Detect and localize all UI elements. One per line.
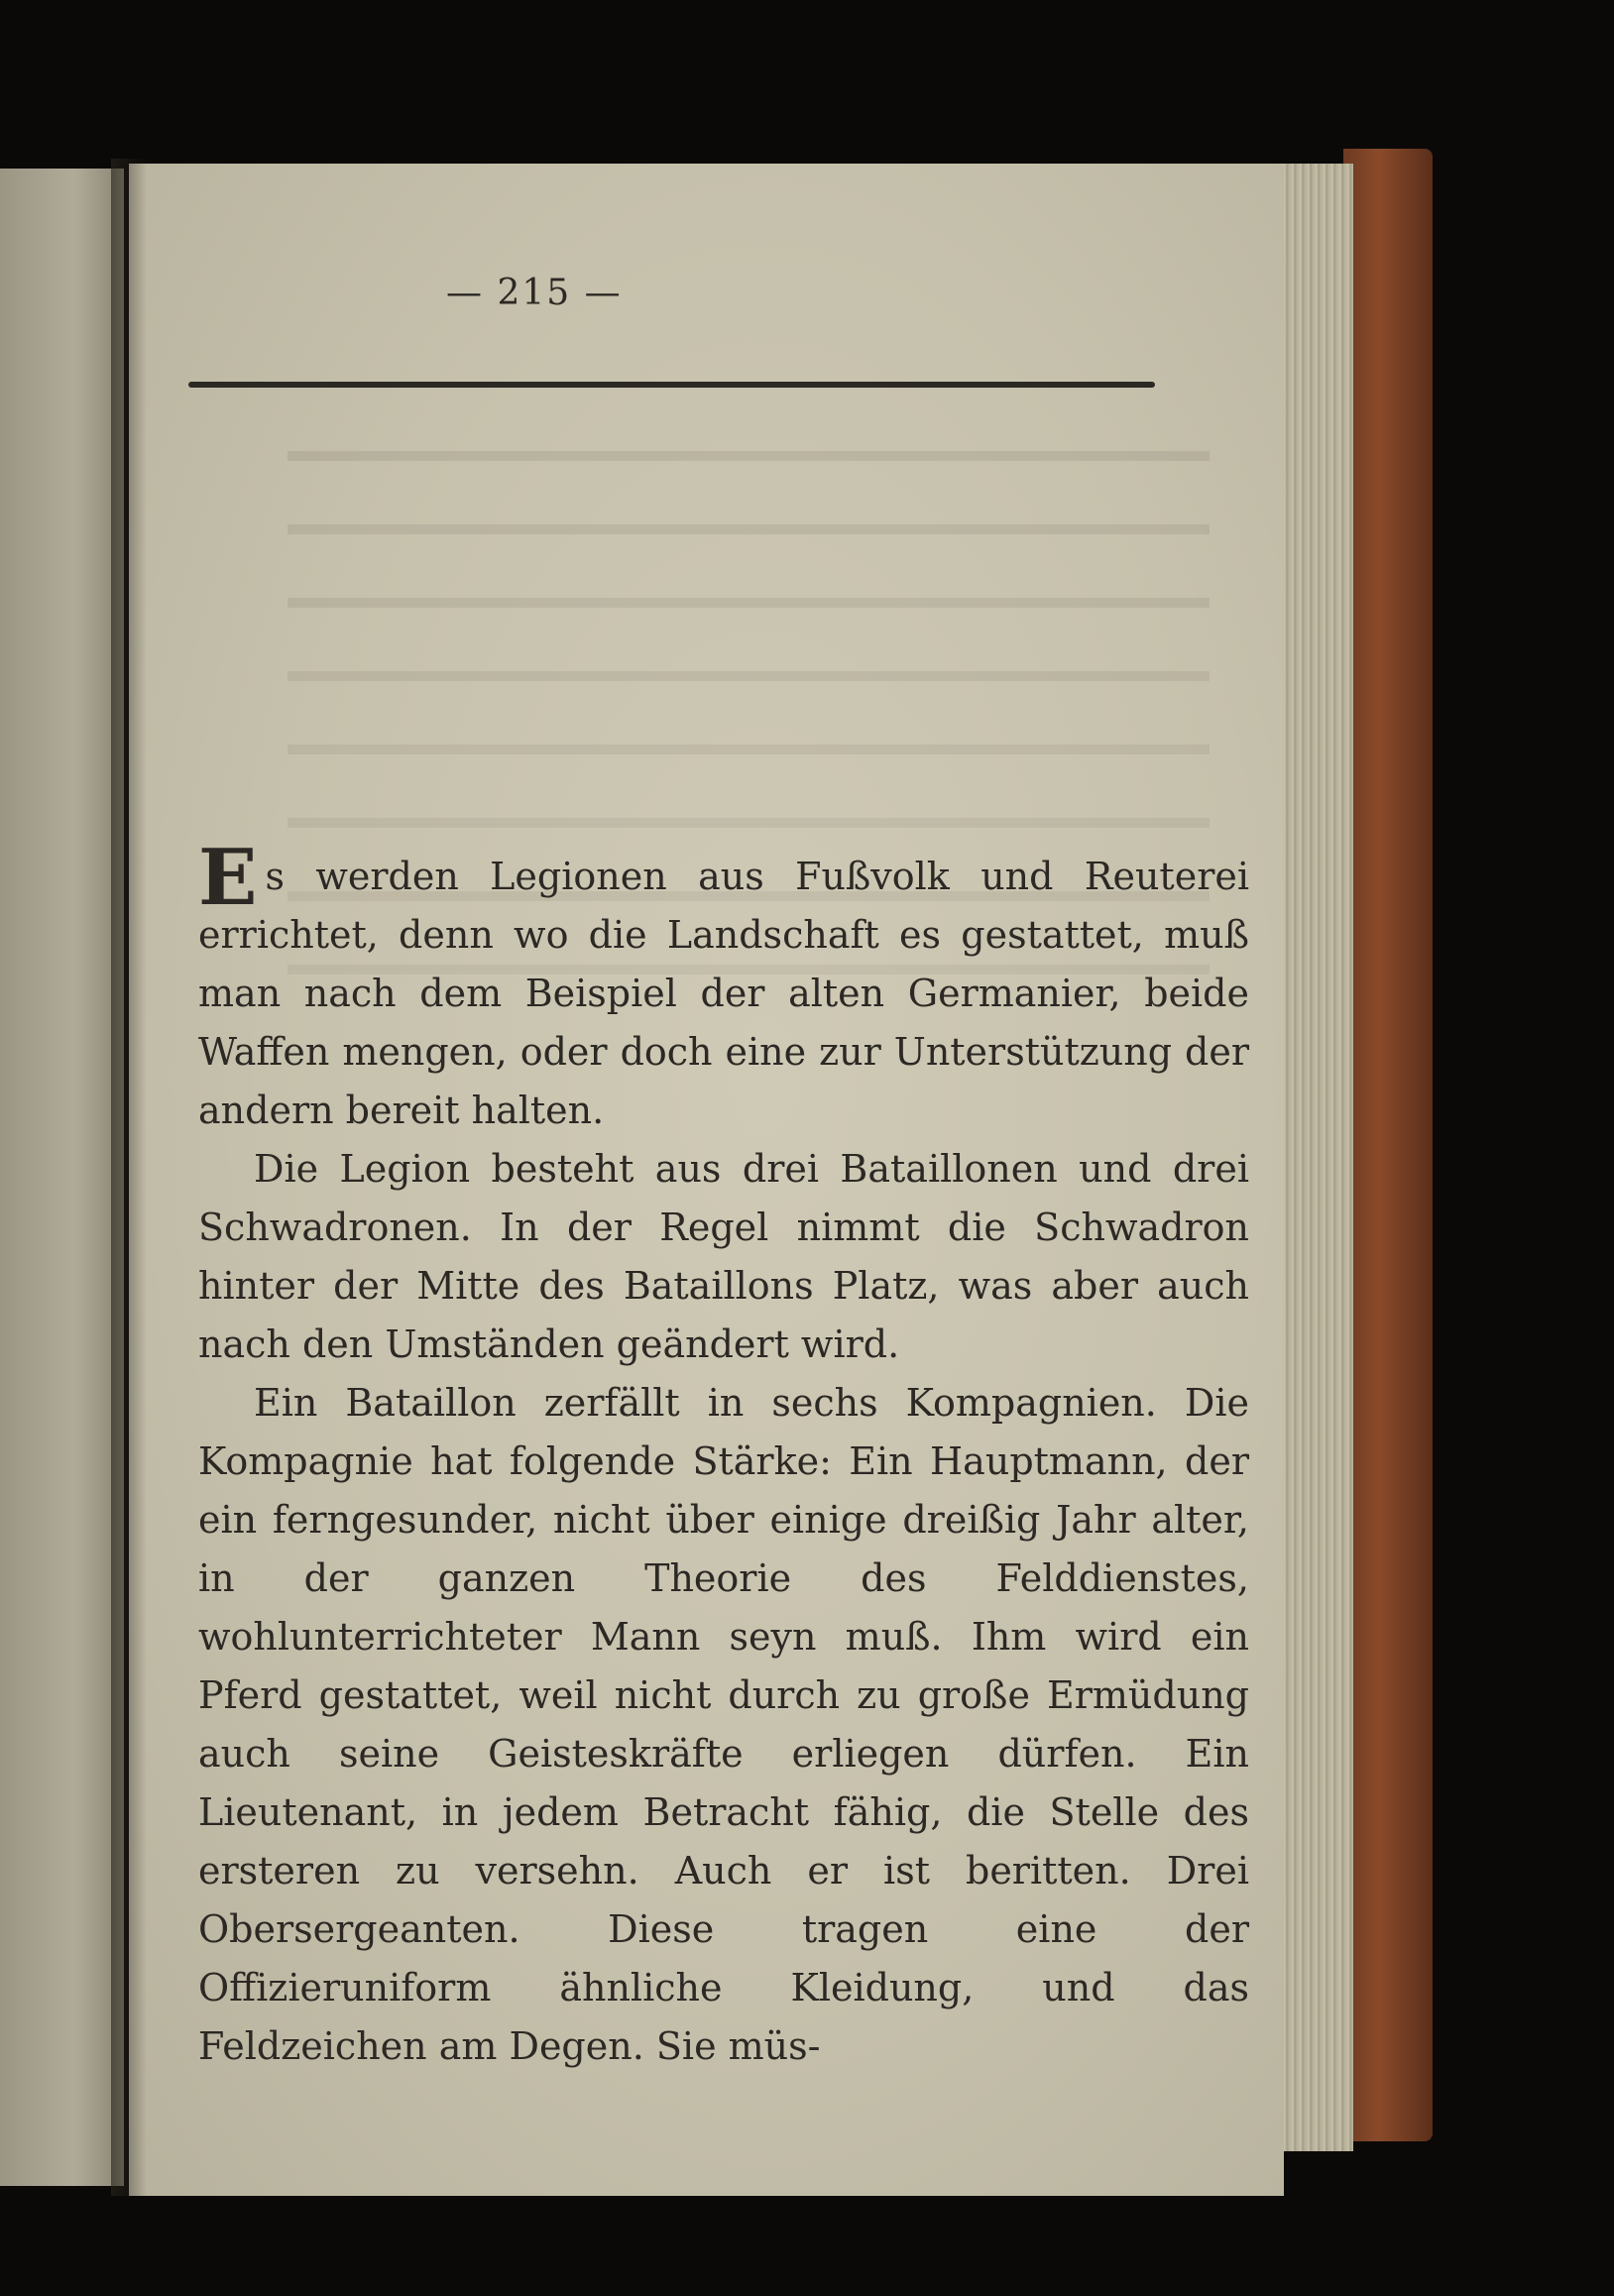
page-number: — 215 — <box>446 273 623 313</box>
gutter-shadow <box>111 159 147 2196</box>
body-text <box>198 833 1249 2076</box>
paragraph: Ein Bataillon zerfällt in sechs Kompagnien. Die Kompagnie hat folgende Stärke: Ein Hauptmann, der ein ferngesunder, nicht über einige dreißig Jahr alter, in der ganzen Theorie des Felddienstes, wohlunterrichteter Mann seyn muß. Ihm wird ein Pferd gestattet, weil nicht durch zu große Ermüdung auch seine Geisteskräfte erliegen dürfen. Ein Lieutenant, in jedem Betracht fähig, die Stelle des ersteren zu versehn. Auch er ist beritten. Drei Obersergeanten. Diese tragen eine der Offizieruniform ähnliche Kleidung, und das Feldzeichen am Degen. Sie müs- <box>198 1381 1249 2068</box>
page-stack-edge <box>1274 164 1353 2151</box>
paragraph-text: s werden Legionen aus Fußvolk und Reuterei errichtet, denn wo die Landschaft es gestattet, muß man nach dem Beispiel der alten Germanier, beide Waffen mengen, oder doch eine zur Unterstützung der andern bereit halten. <box>198 855 1249 1132</box>
book-page <box>129 164 1284 2196</box>
header-rule <box>188 382 1155 388</box>
book-cover-edge <box>1343 149 1433 2141</box>
initial-letter: E <box>198 833 258 923</box>
left-facing-page <box>0 169 124 2186</box>
paragraph <box>198 833 1249 1140</box>
paragraph: Die Legion besteht aus drei Bataillonen und drei Schwadronen. In der Regel nimmt die Schwadron hinter der Mitte des Bataillons Platz, was aber auch nach den Umständen geändert wird. <box>198 1147 1249 1366</box>
